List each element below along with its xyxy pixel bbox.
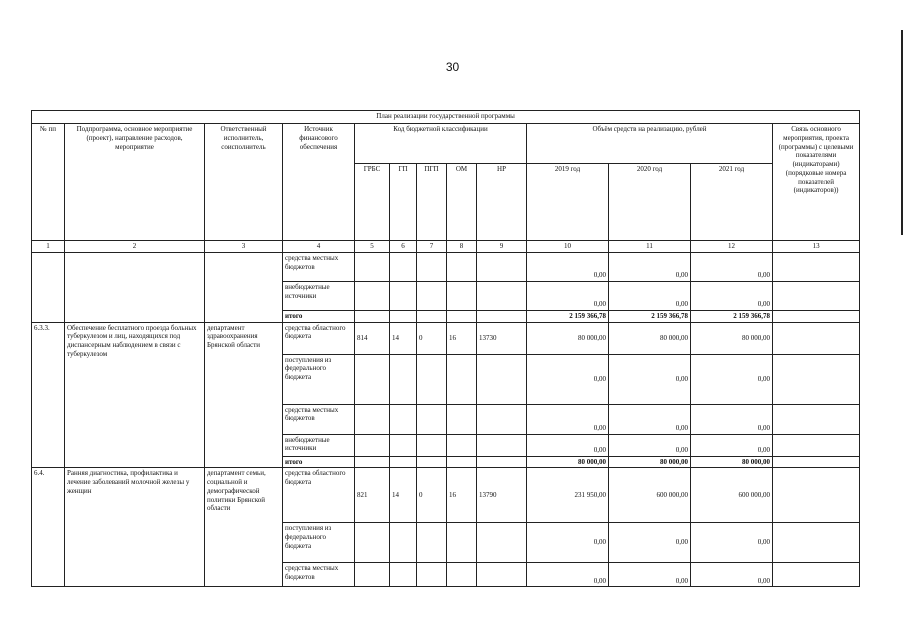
value-2019: 231 950,00	[527, 468, 609, 523]
total-2021: 80 000,00	[691, 456, 773, 468]
value-2019: 0,00	[527, 252, 609, 281]
value-2019: 0,00	[527, 523, 609, 563]
item-number: 6.3.3.	[32, 322, 65, 468]
header-link: Связь основного мероприятия, проекта (программы) с целевыми показателями (индикаторами) (порядковые номера показателей (индикаторов))	[773, 124, 860, 241]
value-2021: 0,00	[691, 354, 773, 404]
value-2019: 0,00	[527, 563, 609, 587]
source-label: внебюджетные источники	[283, 281, 355, 310]
table-title: План реализации государственной программы	[32, 111, 860, 124]
value-2021: 0,00	[691, 404, 773, 434]
code-om: 16	[447, 322, 477, 354]
value-2021: 0,00	[691, 252, 773, 281]
item-name: Ранняя диагностика, профилактика и лечение заболеваний молочной железы у женщин	[65, 468, 205, 587]
value-2021: 80 000,00	[691, 322, 773, 354]
code-grbs: 814	[355, 322, 390, 354]
header-volume: Объём средств на реализацию, рублей	[527, 124, 773, 164]
col-number: 11	[609, 241, 691, 253]
total-2020: 80 000,00	[609, 456, 691, 468]
total-2019: 80 000,00	[527, 456, 609, 468]
code-pgp: 0	[417, 468, 447, 523]
value-2019: 0,00	[527, 354, 609, 404]
header-np: НР	[477, 164, 527, 241]
item-responsible: департамент здравоохранения Брянской области	[205, 322, 283, 468]
header-2021: 2021 год	[691, 164, 773, 241]
code-om: 16	[447, 468, 477, 523]
table-row	[32, 252, 860, 281]
source-label: средства местных бюджетов	[283, 563, 355, 587]
value-2020: 0,00	[609, 404, 691, 434]
page-number: 30	[445, 60, 460, 74]
value-2020: 0,00	[609, 523, 691, 563]
source-label: средства местных бюджетов	[283, 252, 355, 281]
col-number: 2	[65, 241, 205, 253]
value-2021: 0,00	[691, 281, 773, 310]
source-label: внебюджетные источники	[283, 434, 355, 456]
value-2020: 80 000,00	[609, 322, 691, 354]
header-budget-code: Код бюджетной классификации	[355, 124, 527, 164]
table-row	[32, 322, 860, 354]
header-source: Источник финансового обеспечения	[283, 124, 355, 241]
col-number: 5	[355, 241, 390, 253]
source-label: средства областного бюджета	[283, 322, 355, 354]
col-number: 9	[477, 241, 527, 253]
item-responsible: департамент семьи, социальной и демографической политики Брянской области	[205, 468, 283, 587]
total-2021: 2 159 366,78	[691, 310, 773, 322]
source-label: поступления из федерального бюджета	[283, 354, 355, 404]
value-2021: 600 000,00	[691, 468, 773, 523]
header-om: ОМ	[447, 164, 477, 241]
value-2021: 0,00	[691, 563, 773, 587]
header-grbs: ГРБС	[355, 164, 390, 241]
col-number: 6	[390, 241, 417, 253]
value-2020: 0,00	[609, 281, 691, 310]
code-np: 13790	[477, 468, 527, 523]
col-number: 8	[447, 241, 477, 253]
page-edge-line	[901, 30, 903, 235]
col-number: 1	[32, 241, 65, 253]
column-number-row	[32, 241, 860, 253]
header-subprogram: Подпрограмма, основное мероприятие (проект), направление расходов, мероприятие	[65, 124, 205, 241]
header-2020: 2020 год	[609, 164, 691, 241]
col-number: 7	[417, 241, 447, 253]
header-responsible: Ответственный исполнитель, соисполнитель	[205, 124, 283, 241]
total-label: итого	[283, 310, 355, 322]
value-2019: 80 000,00	[527, 322, 609, 354]
value-2020: 600 000,00	[609, 468, 691, 523]
total-label: итого	[283, 456, 355, 468]
source-label: средства областного бюджета	[283, 468, 355, 523]
value-2020: 0,00	[609, 252, 691, 281]
value-2019: 0,00	[527, 281, 609, 310]
col-number: 4	[283, 241, 355, 253]
code-gp: 14	[390, 468, 417, 523]
value-2020: 0,00	[609, 434, 691, 456]
value-2019: 0,00	[527, 404, 609, 434]
col-number: 13	[773, 241, 860, 253]
code-gp: 14	[390, 322, 417, 354]
item-name: Обеспечение бесплатного проезда больных туберкулезом и лиц, находящихся под диспансерным наблюдением в связи с туберкулезом	[65, 322, 205, 468]
col-number: 3	[205, 241, 283, 253]
source-label: поступления из федерального бюджета	[283, 523, 355, 563]
value-2021: 0,00	[691, 434, 773, 456]
code-pgp: 0	[417, 322, 447, 354]
value-2020: 0,00	[609, 563, 691, 587]
table-row	[32, 468, 860, 523]
total-2020: 2 159 366,78	[609, 310, 691, 322]
program-plan-table	[31, 110, 860, 587]
total-2019: 2 159 366,78	[527, 310, 609, 322]
item-number: 6.4.	[32, 468, 65, 587]
col-number: 12	[691, 241, 773, 253]
value-2021: 0,00	[691, 523, 773, 563]
code-np: 13730	[477, 322, 527, 354]
code-grbs: 821	[355, 468, 390, 523]
header-gp: ГП	[390, 164, 417, 241]
value-2019: 0,00	[527, 434, 609, 456]
header-2019: 2019 год	[527, 164, 609, 241]
value-2020: 0,00	[609, 354, 691, 404]
header-num: № пп	[32, 124, 65, 241]
col-number: 10	[527, 241, 609, 253]
header-pgp: ПГП	[417, 164, 447, 241]
source-label: средства местных бюджетов	[283, 404, 355, 434]
